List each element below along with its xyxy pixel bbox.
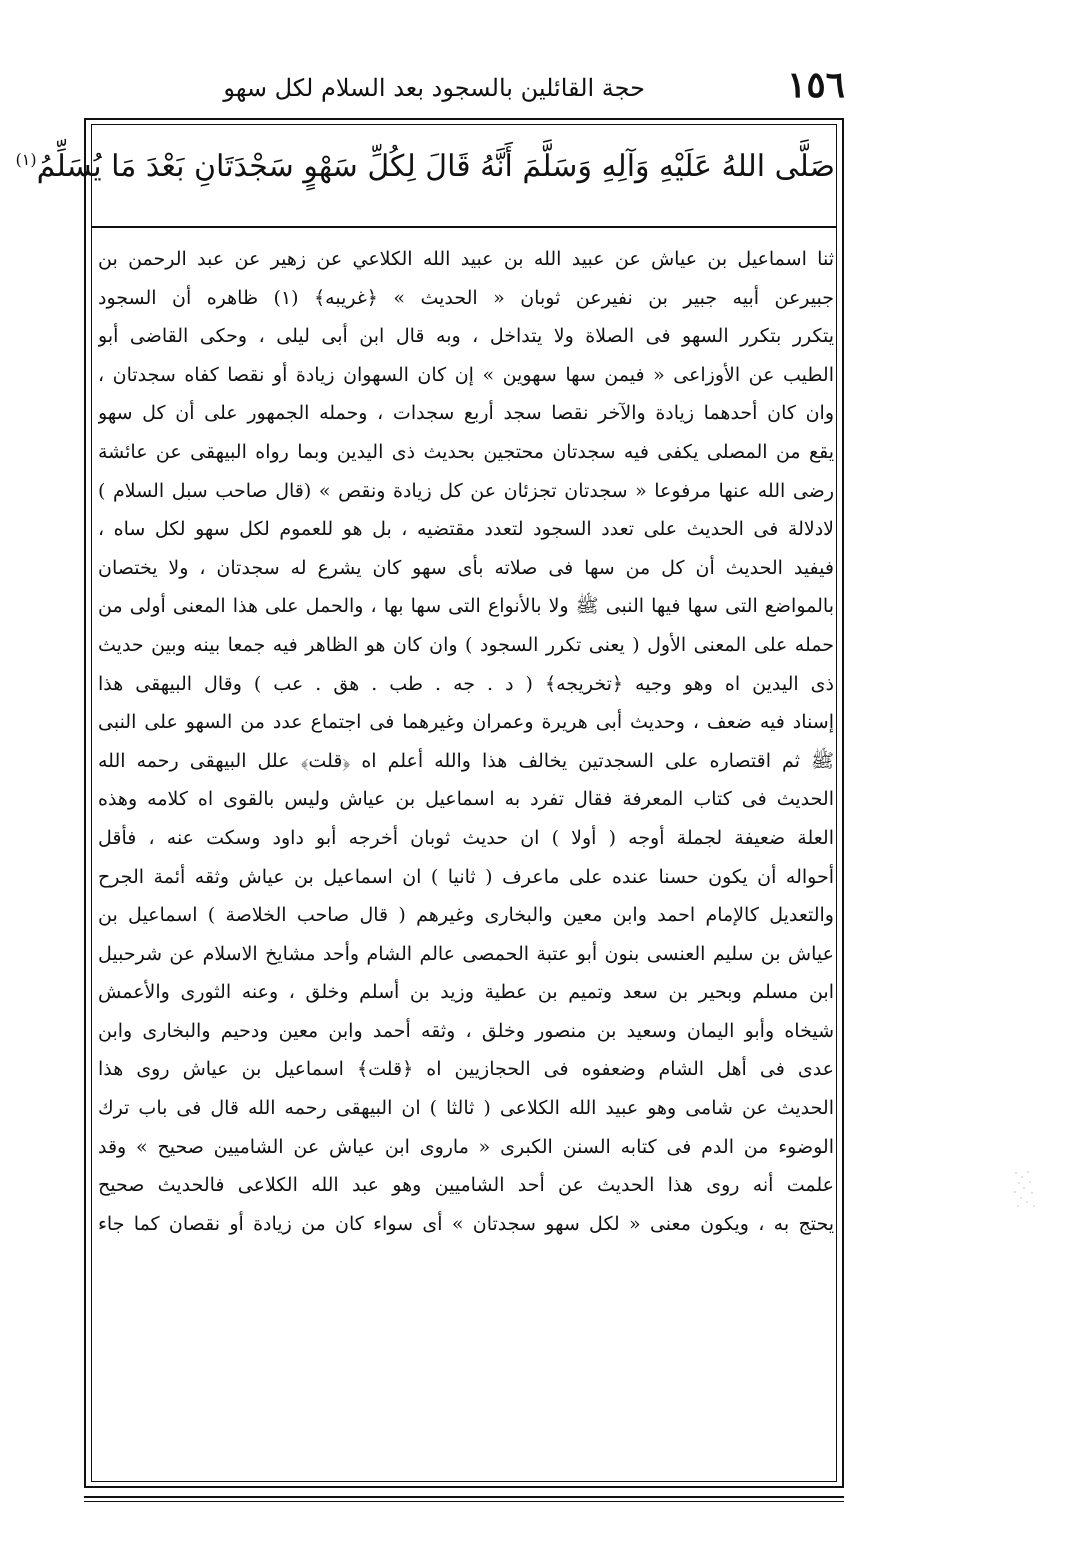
body-line: الطيب عن الأوزاعى « فيمن سها سهوين » إن كان السهوان زيادة أو نقصا كفاه سجدتان ،	[98, 363, 834, 386]
body-line: لادلالة فى الحديث على تعدد السجود لتعدد مقتضيه ، بل هو للعموم لكل سهو لكل ساه ،	[98, 518, 834, 541]
body-line: فيفيد الحديث أن كل من سها فى صلاته بأى سهو كان يشرع له سجدتان ، ولا يختصان	[98, 556, 834, 579]
hadith-quote	[15, 138, 835, 189]
body-line: عدى فى أهل الشام وضعفوه فى الحجازيين اه ﴿قلت﴾ اسماعيل بن عياش روى هذا	[98, 1058, 834, 1081]
running-title: حجة القائلين بالسجود بعد السلام لكل سهو	[223, 74, 645, 102]
body-line: والتعديل كالإمام احمد وابن معين والبخارى وغيرهم ( قال صاحب الخلاصة ) اسماعيل بن	[98, 904, 834, 927]
page-header	[85, 62, 845, 112]
body-line: ذى اليدين اه وهو وجيه ﴿تخريجه﴾ ( د . جه . طب . هق . عب ) وقال البيهقى هذا	[98, 672, 834, 695]
body-line: يتكرر بتكرر السهو فى الصلاة ولا يتداخل ، وبه قال ابن أبى ليلى ، وحكى القاضى أبو	[98, 325, 834, 348]
scan-noise-mark	[1010, 1168, 1038, 1210]
body-line: شيخاه وأبو اليمان وسعيد بن منصور وخلق ، وثقه أحمد وابن معين ودحيم والبخارى وابن	[98, 1019, 834, 1042]
body-line: جبيرعن أبيه جبير بن نفيرعن ثوبان « الحديث » ﴿غريبه﴾ (١) ظاهره أن السجود	[98, 286, 834, 309]
body-line: الوضوء من الدم فى كتابه السنن الكبرى « ماروى ابن عياش عن الشاميين صحيح » وقد	[98, 1135, 834, 1158]
body-line: وان كان أحدهما زيادة والآخر نقصا سجد أربع سجدات ، وحمله الجمهور على أن كل سهو	[98, 402, 834, 425]
body-line: ثنا اسماعيل بن عياش عن عبيد الله بن عبيد الله الكلاعي عن زهير عن عبد الرحمن بن	[98, 248, 834, 270]
body-line: يقع من المصلى يكفى فيه سجدتان محتجين بحديث ذى اليدين وبما رواه البيهقى عن عائشة	[98, 440, 834, 463]
body-line: أحواله أن يكون حسنا عنده على ماعرف ( ثانيا ) ان اسماعيل بن عياش وثقه أئمة الجرح	[98, 865, 834, 888]
body-line: إسناد فيه ضعف ، وحديث أبى هريرة وعمران وغيرهما فى اجتماع عدد من السهو على النبى	[98, 711, 834, 734]
body-line: علمت أنه روى هذا الحديث عن أحد الشاميين وهو عبد الله الكلاعى فالحديث صحيح	[98, 1174, 834, 1197]
body-line: ابن مسلم وبحير بن سعد وتميم بن عطية وزيد بن أسلم وخلق ، وعنه الثورى والأعمش	[98, 981, 834, 1004]
hadith-quote-text: صَلَّى اللهُ عَلَيْهِ وَآلِهِ وَسَلَّمَ أَنَّهُ قَالَ لِكُلِّ سَهْوٍ سَجْدَتَانِ بَعْدَ مَا يُسَلِّمُ	[36, 149, 835, 184]
body-line: العلة ضعيفة لجملة أوجه ( أولا ) ان حديث ثوبان أخرجه أبو داود وسكت عنه ، فأقل	[98, 826, 834, 849]
body-line: حمله على المعنى الأول ( يعنى تكرر السجود ) وان كان هو الظاهر فيه جمعا بينه وبين حديث	[98, 633, 834, 656]
commentary-body	[98, 240, 834, 1243]
body-line: رضى الله عنها مرفوعا « سجدتان تجزئان عن كل زيادة ونقص » (قال صاحب سبل السلام )	[98, 479, 834, 502]
quote-separator-rule	[92, 226, 836, 228]
bottom-double-rule	[84, 1496, 844, 1502]
body-line: الحديث عن شامى وهو عبيد الله الكلاعى ( ثالثا ) ان البيهقى رحمه الله قال فى باب ترك	[98, 1097, 834, 1120]
footnote-mark: (١)	[15, 150, 37, 169]
body-line: بالمواضع التى سها فيها النبى ﷺ ولا بالأنواع التى سها بها ، والحمل على هذا المعنى أولى من	[98, 595, 834, 618]
body-line: الحديث فى كتاب المعرفة فقال تفرد به اسماعيل بن عياش وليس بالقوى اه كلامه وهذه	[98, 788, 834, 811]
body-line: يحتج به ، ويكون معنى « لكل سهو سجدتان » أى سواء كان من زيادة أو نقصان كما جاء	[98, 1212, 834, 1235]
body-line: عياش بن سليم العنسى بنون أبو عتبة الحمصى عالم الشام وأحد مشايخ الاسلام عن شرحبيل	[98, 942, 834, 965]
page-number: ١٥٦	[786, 64, 845, 106]
body-line: ﷺ ثم اقتصاره على السجدتين يخالف هذا والله أعلم اه ﴿قلت﴾ علل البيهقى رحمه الله	[98, 749, 834, 772]
